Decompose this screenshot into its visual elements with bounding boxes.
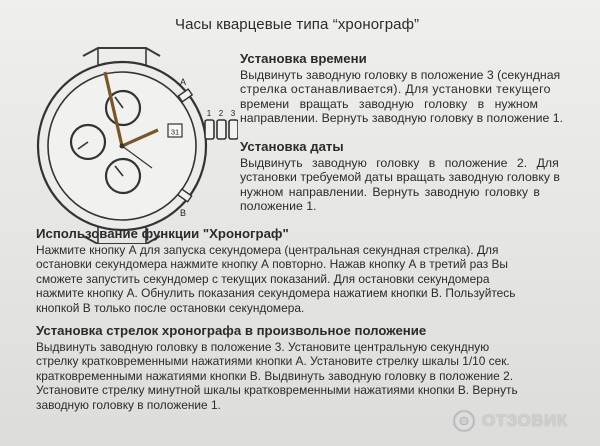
crown-position-1 — [205, 120, 214, 139]
otzovik-logo-icon — [452, 409, 476, 433]
date-window-text: 31 — [170, 127, 180, 137]
chrono-heading: Использование функции "Хронограф" — [36, 226, 289, 241]
crown-label-1: 1 — [206, 109, 212, 118]
hands-line: стрелку кратковременными нажатиями кнопки А. Установите стрелку шкалы 1/10 сек. — [36, 354, 510, 369]
hands-line: заводную головку в положение 1. — [36, 397, 221, 412]
set-time-line: направлении. Вернуть заводную головку в положение 1. — [240, 111, 564, 126]
chrono-line: нажмите кнопку А. Обнулить показания секундомера нажатием кнопки В. Пользуйтесь — [36, 286, 516, 301]
hands-heading: Установка стрелок хронографа в произвольное положение — [36, 323, 427, 338]
crown-position-2 — [217, 120, 226, 139]
watch-diagram — [28, 44, 238, 244]
section-hands — [36, 324, 581, 413]
hands-line: Установите стрелку минутной шкалы кратковременными нажатиями кнопки В. Вернуть — [36, 383, 518, 398]
set-date-line: установки требуемой даты вращать заводную головку в — [240, 170, 560, 185]
chrono-line: Нажмите кнопку А для запуска секундомера (центральная секундная стрелка). Для — [36, 242, 499, 257]
set-time-heading: Установка времени — [240, 51, 367, 66]
watermark-text: ОТЗОВИК — [482, 411, 568, 430]
pusher-a-label: A — [180, 77, 187, 87]
hands-line: кратковременными нажатиями кнопки В. Выдвинуть заводную головку в положение 2. — [36, 368, 514, 383]
chrono-line: кнопкой В только после остановки секундомера. — [36, 300, 305, 315]
set-date-line: нужном направлении. Вернуть заводную головку в — [240, 184, 540, 199]
set-date-heading: Установка даты — [240, 139, 344, 154]
set-time-line: Выдвинуть заводную головку в положение 3 (секундная — [240, 67, 561, 82]
section-set-date — [240, 140, 580, 214]
set-time-line: стрелка останавливается). Для установки текущего — [240, 82, 551, 97]
crown-label-2: 2 — [218, 109, 224, 118]
set-date-line: Выдвинуть заводную головку в положение 2. Для — [240, 155, 559, 170]
chrono-line: сможете запустить секундомер с текущих показаний. Для остановки секундомера — [36, 271, 490, 286]
crown-position-3 — [229, 120, 238, 139]
section-chrono — [36, 227, 581, 316]
crown-label-3: 3 — [230, 109, 236, 118]
watermark — [452, 406, 597, 436]
set-time-line: времени вращать заводную головку в нужном — [240, 96, 539, 111]
hands-line: Выдвинуть заводную головку в положение 3. Установите центральную секундную — [36, 339, 490, 354]
page-title: Часы кварцевые типа “хронограф” — [175, 16, 420, 33]
chrono-line: остановки секундомера нажмите кнопку А повторно. Нажав кнопку А в третий раз Вы — [36, 257, 508, 272]
section-set-time — [240, 52, 575, 126]
pusher-b-label: B — [180, 208, 187, 218]
set-date-line: положение 1. — [240, 199, 317, 214]
